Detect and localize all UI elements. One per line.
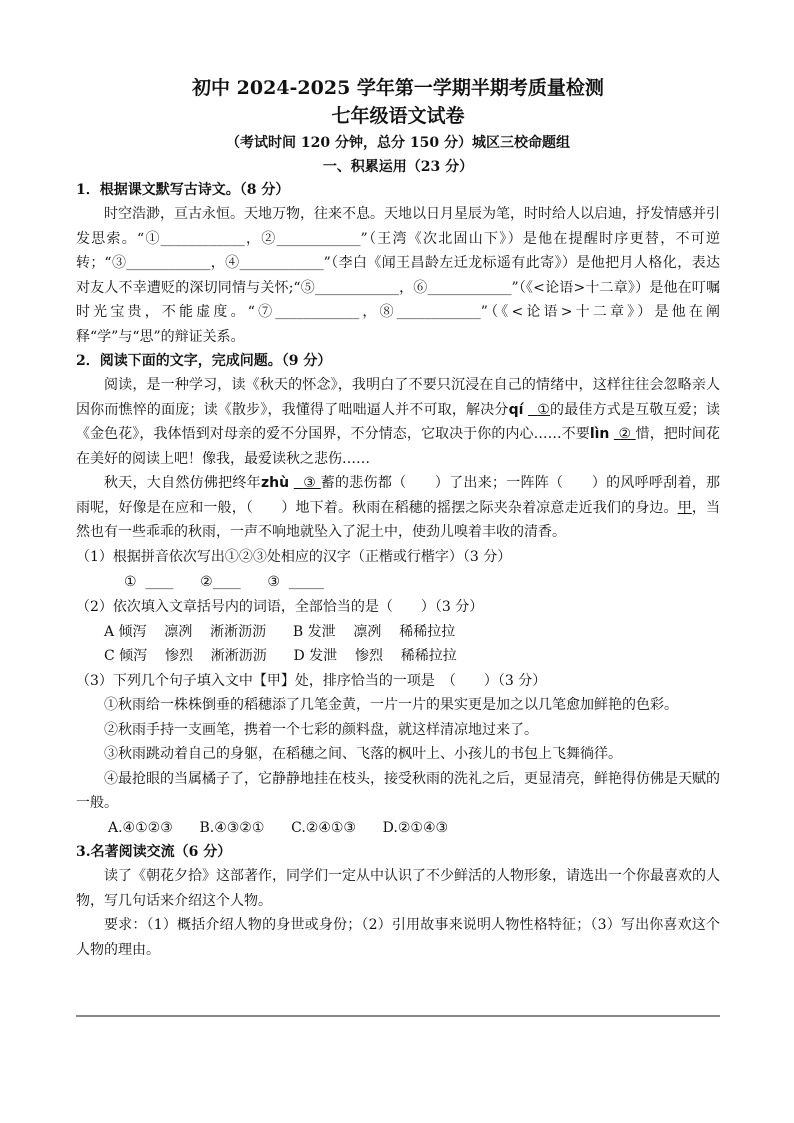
q2-para1-a: 阅读，是一种学习，读《秋天的怀念》，我明白了不要只沉浸在自己的情绪中，这样往往会忽略亲人因你而憔悴的面庞；读《散步》，我懂得了咄咄逼人并不可取，解决分 [76,377,720,418]
q2-heading: 2．阅读下面的文字，完成问题。（9 分） [76,353,332,369]
q2-para1-c: 惜，把时间花在美好的阅读上吧！像我，最爱读秋之悲伤…… [76,426,721,467]
q2-para1-b: 的最佳方式是互敬互爱；读《金色花》，我体悟到对母亲的爱不分国界，不分情态，它取决于你的内心……不要 [76,401,721,442]
q2-options-row1: A 倾泻 凛冽 淅淅沥沥 B 发泄 凛冽 稀稀拉拉 [104,623,456,640]
q2-para2-a: 秋天，大自然仿佛把终年 [104,475,261,491]
bottom-divider [76,1015,720,1017]
q2-para2-c: ，当然也有一些乖乖的秋雨，一声不响地就坠入了泥土中，使劲儿嗅着丰收的清香。 [76,499,720,540]
q1-body: 时空浩渺，亘古永恒。天地万物，往来不息。天地以日月星辰为笔，时时给人以启迪，抒发情感并引发思索。“①____________，②____________”（王湾《次北固山下》）是他在提醒时序更替，不可逆转；“③____________，④____________”（李白《闻王昌龄左迁龙标遥有此寄》）是他把月人格化，表达对友人不幸遭贬的深切同情与关怀;“⑤____________，⑥____________”（《<论语>十二章》）是他在叮嘱时光宝贵，不能虚度。“⑦____________，⑧____________”（《<论语>十二章》）是他在阐释“学”与“思”的辩证关系。 [76,206,720,345]
pinyin-2: lìn [589,426,610,442]
q2-sub2: （2）依次填入文章括号内的词语，全部恰当的是（ ）（3 分） [76,599,484,615]
section-heading: 一、积累运用（23 分） [322,159,474,175]
pinyin-3: zhù [260,475,290,491]
q2-sub1: （1）根据拼音依次写出①②③处相应的汉字（正楷或行楷字）（3 分） [76,548,512,565]
sentence-3: ③秋雨跳动着自己的身躯，在稻穗之间、飞落的枫叶上、小孩儿的书包上飞舞徜徉。 [104,746,622,762]
exam-subtitle: 七年级语文试卷 [331,105,465,127]
marker-1: ① [537,401,551,418]
q2-para2 [76,471,720,545]
sentence-2: ②秋雨手持一支画笔，携着一个七彩的颜料盘，就这样清凉地过来了。 [104,721,538,738]
pinyin-1: qí [508,401,524,418]
q2-para1 [76,373,720,471]
exam-page [76,74,720,962]
q2-choices: A.④①②③ B.④③②① C.②④①③ D.②①④③ [108,819,449,836]
q1-heading: 1．根据课文默写古诗文。（8 分） [76,182,290,198]
marker-jia: 甲 [677,499,692,516]
q3-body: 读了《朝花夕拾》这部著作，同学们一定从中认识了不少鲜活的人物形象，请选出一个你最喜欢的人物，写几句话来介绍这个人物。 [76,868,720,909]
q2-blanks: ① ____ ②____ ③ _____ [124,574,324,590]
sentence-1: ①秋雨给一株株倒垂的稻穗添了几笔金黄，一片一片的果实更是加之以几笔愈加鲜艳的色彩。 [104,697,678,713]
marker-3: ③ [303,475,317,491]
marker-2: ② [618,426,632,442]
q2-para2-b: 蓄的悲伤都（ ）了出来；一阵阵（ ）的风呼呼刮着，那雨呢，好像是在应和一般，（ ）地下着。秋雨在稻穗的摇摆之际夹杂着凉意走近我们的身边。 [76,475,720,516]
exam-title: 初中 2024-2025 学年第一学期半期考质量检测 [192,77,604,99]
q3-heading: 3.名著阅读交流（6 分） [76,844,232,860]
q2-options-row2: C 倾泻 惨烈 淅淅沥沥 D 发泄 惨烈 稀稀拉拉 [104,648,457,664]
q2-sub3: （3）下列几个句子填入文中【甲】处，排序恰当的一项是 （ ）（3 分） [76,672,547,689]
exam-info: （考试时间 120 分钟，总分 150 分）城区三校命题组 [226,135,570,151]
q3-requirements: 要求：（1）概括介绍人物的身世或身份；（2）引用故事来说明人物性格特征；（3）写出你喜欢这个人物的理由。 [76,917,720,958]
sentence-4: ④最抢眼的当属橘子了，它静静地挂在枝头，接受秋雨的洗礼之后，更显清亮，鲜艳得仿佛是天赋的一般。 [76,770,720,811]
